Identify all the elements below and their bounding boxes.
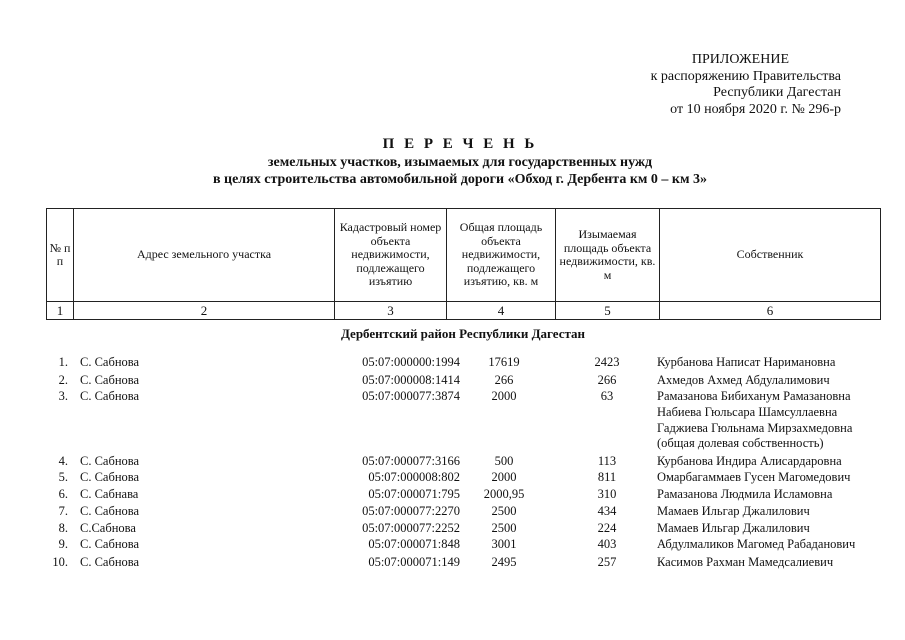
title-main: П Е Р Е Ч Е Н Ь xyxy=(382,136,538,152)
header-total-area: Общая площадь объекта недвижимости, подлежащего изъятию, кв. м xyxy=(447,209,556,302)
owner-line: (общая долевая собственность) xyxy=(657,436,824,451)
owner-line: Курбанова Индира Алисардаровна xyxy=(657,454,842,468)
column-number: 5 xyxy=(556,302,660,320)
row-cadastral: 05:07:000071:848 xyxy=(368,537,460,551)
header-table xyxy=(46,208,881,320)
row-cadastral: 05:07:000071:795 xyxy=(368,487,460,501)
title-line-2: в целях строительства автомобильной дороги «Обход г. Дербента км 0 – км 3» xyxy=(212,172,708,187)
row-cadastral: 05:07:000000:1994 xyxy=(362,355,460,369)
row-cadastral: 05:07:000008:1414 xyxy=(362,373,460,387)
owner-line: Омарбагаммаев Гусен Магомедович xyxy=(657,470,851,484)
row-owner xyxy=(657,470,850,486)
row-taken-area: 257 xyxy=(597,555,617,569)
header-row xyxy=(47,209,881,302)
row-address: С. Сабнова xyxy=(80,537,140,551)
row-cadastral: 05:07:000077:2252 xyxy=(362,521,460,535)
row-owner xyxy=(657,454,842,470)
row-number: 8. xyxy=(58,521,68,535)
row-number: 4. xyxy=(58,454,68,468)
row-address: С. Сабнова xyxy=(80,555,140,569)
table-row xyxy=(0,537,905,553)
row-address: С. Сабнава xyxy=(80,487,139,501)
row-owner xyxy=(657,487,832,503)
row-cadastral: 05:07:000077:2270 xyxy=(362,504,460,518)
row-total-area: 500 xyxy=(494,454,514,468)
table-row xyxy=(0,470,905,486)
row-owner xyxy=(657,504,810,520)
row-address: С.Сабнова xyxy=(80,521,136,535)
table-row xyxy=(0,487,905,503)
title-line-1: земельных участков, изымаемых для государственных нужд xyxy=(267,155,653,170)
row-address: С. Сабнова xyxy=(80,470,140,484)
row-taken-area: 2423 xyxy=(594,355,620,369)
row-taken-area: 63 xyxy=(600,389,614,403)
table-row xyxy=(0,521,905,537)
owner-line: Абдулмаликов Магомед Рабаданович xyxy=(657,537,856,551)
row-total-area: 2500 xyxy=(491,504,517,518)
column-number: 3 xyxy=(335,302,447,320)
table-row xyxy=(0,504,905,520)
table-row xyxy=(0,389,905,453)
row-address: С. Сабнова xyxy=(80,504,140,518)
row-total-area: 2000 xyxy=(491,389,517,403)
row-total-area: 266 xyxy=(494,373,514,387)
owner-line: Рамазанова Людмила Исламовна xyxy=(657,487,833,501)
row-taken-area: 811 xyxy=(597,470,617,484)
appendix-line-3: от 10 ноября 2020 г. № 296-р xyxy=(670,101,841,117)
column-number: 4 xyxy=(447,302,556,320)
row-owner xyxy=(657,555,833,571)
column-number: 2 xyxy=(74,302,335,320)
table-row xyxy=(0,355,905,371)
section-heading: Дербентский район Республики Дагестан xyxy=(340,326,586,341)
row-cadastral: 05:07:000077:3874 xyxy=(362,389,460,403)
appendix-line-1: к распоряжению Правительства xyxy=(650,68,841,84)
row-total-area: 2495 xyxy=(491,555,517,569)
row-number: 2. xyxy=(58,373,68,387)
row-taken-area: 113 xyxy=(597,454,617,468)
row-owner xyxy=(657,355,835,371)
row-taken-area: 310 xyxy=(597,487,617,501)
row-owner xyxy=(657,521,810,537)
owner-line: Набиева Гюльсара Шамсуллаевна xyxy=(657,404,838,419)
row-address: С. Сабнова xyxy=(80,454,140,468)
row-total-area: 2000,95 xyxy=(483,487,525,501)
row-number: 1. xyxy=(58,355,68,369)
owner-line: Мамаев Ильгар Джалилович xyxy=(657,521,810,535)
table-row xyxy=(0,373,905,389)
row-total-area: 3001 xyxy=(491,537,517,551)
row-total-area: 17619 xyxy=(488,355,520,369)
document-title xyxy=(40,134,880,188)
table-row xyxy=(0,555,905,571)
appendix-heading: ПРИЛОЖЕНИЕ xyxy=(691,52,789,67)
owner-line: Ахмедов Ахмед Абдулалимович xyxy=(657,373,830,387)
owner-line: Касимов Рахман Мамедсалиевич xyxy=(657,555,834,569)
header-owner: Собственник xyxy=(660,209,881,302)
row-cadastral: 05:07:000008:802 xyxy=(368,470,460,484)
appendix-line-2: Республики Дагестан xyxy=(713,85,841,100)
row-number: 10. xyxy=(52,555,68,569)
row-total-area: 2000 xyxy=(491,470,517,484)
header-num: № п п xyxy=(47,209,74,302)
row-number: 9. xyxy=(58,537,68,551)
row-owner xyxy=(657,537,855,553)
row-address: С. Сабнова xyxy=(80,389,140,403)
row-taken-area: 266 xyxy=(597,373,617,387)
owner-line: Курбанова Написат Наримановна xyxy=(657,355,836,369)
row-taken-area: 434 xyxy=(597,504,617,518)
row-cadastral: 05:07:000077:3166 xyxy=(362,454,460,468)
column-number: 1 xyxy=(47,302,74,320)
row-taken-area: 224 xyxy=(597,521,617,535)
column-number: 6 xyxy=(660,302,881,320)
row-owner xyxy=(657,389,852,452)
header-taken-area: Изымаемая площадь объекта недвижимости, кв. м xyxy=(556,209,660,302)
row-address: С. Сабнова xyxy=(80,373,140,387)
row-number: 5. xyxy=(58,470,68,484)
row-owner xyxy=(657,373,830,389)
owner-line: Мамаев Ильгар Джалилович xyxy=(657,504,810,518)
header-address: Адрес земельного участка xyxy=(74,209,335,302)
row-address: С. Сабнова xyxy=(80,355,140,369)
row-number: 3. xyxy=(58,389,68,403)
appendix-block xyxy=(581,52,841,118)
header-cadastral: Кадастровый номер объекта недвижимости, подлежащего изъятию xyxy=(335,209,447,302)
table-row xyxy=(0,454,905,470)
row-cadastral: 05:07:000071:149 xyxy=(368,555,460,569)
column-number-row xyxy=(47,302,881,320)
row-number: 7. xyxy=(58,504,68,518)
row-total-area: 2500 xyxy=(491,521,517,535)
owner-line: Гаджиева Гюльнама Мирзахмедовна xyxy=(657,420,853,435)
row-taken-area: 403 xyxy=(597,537,617,551)
row-number: 6. xyxy=(58,487,68,501)
owner-line: Рамазанова Бибиханум Рамазановна xyxy=(657,389,851,403)
